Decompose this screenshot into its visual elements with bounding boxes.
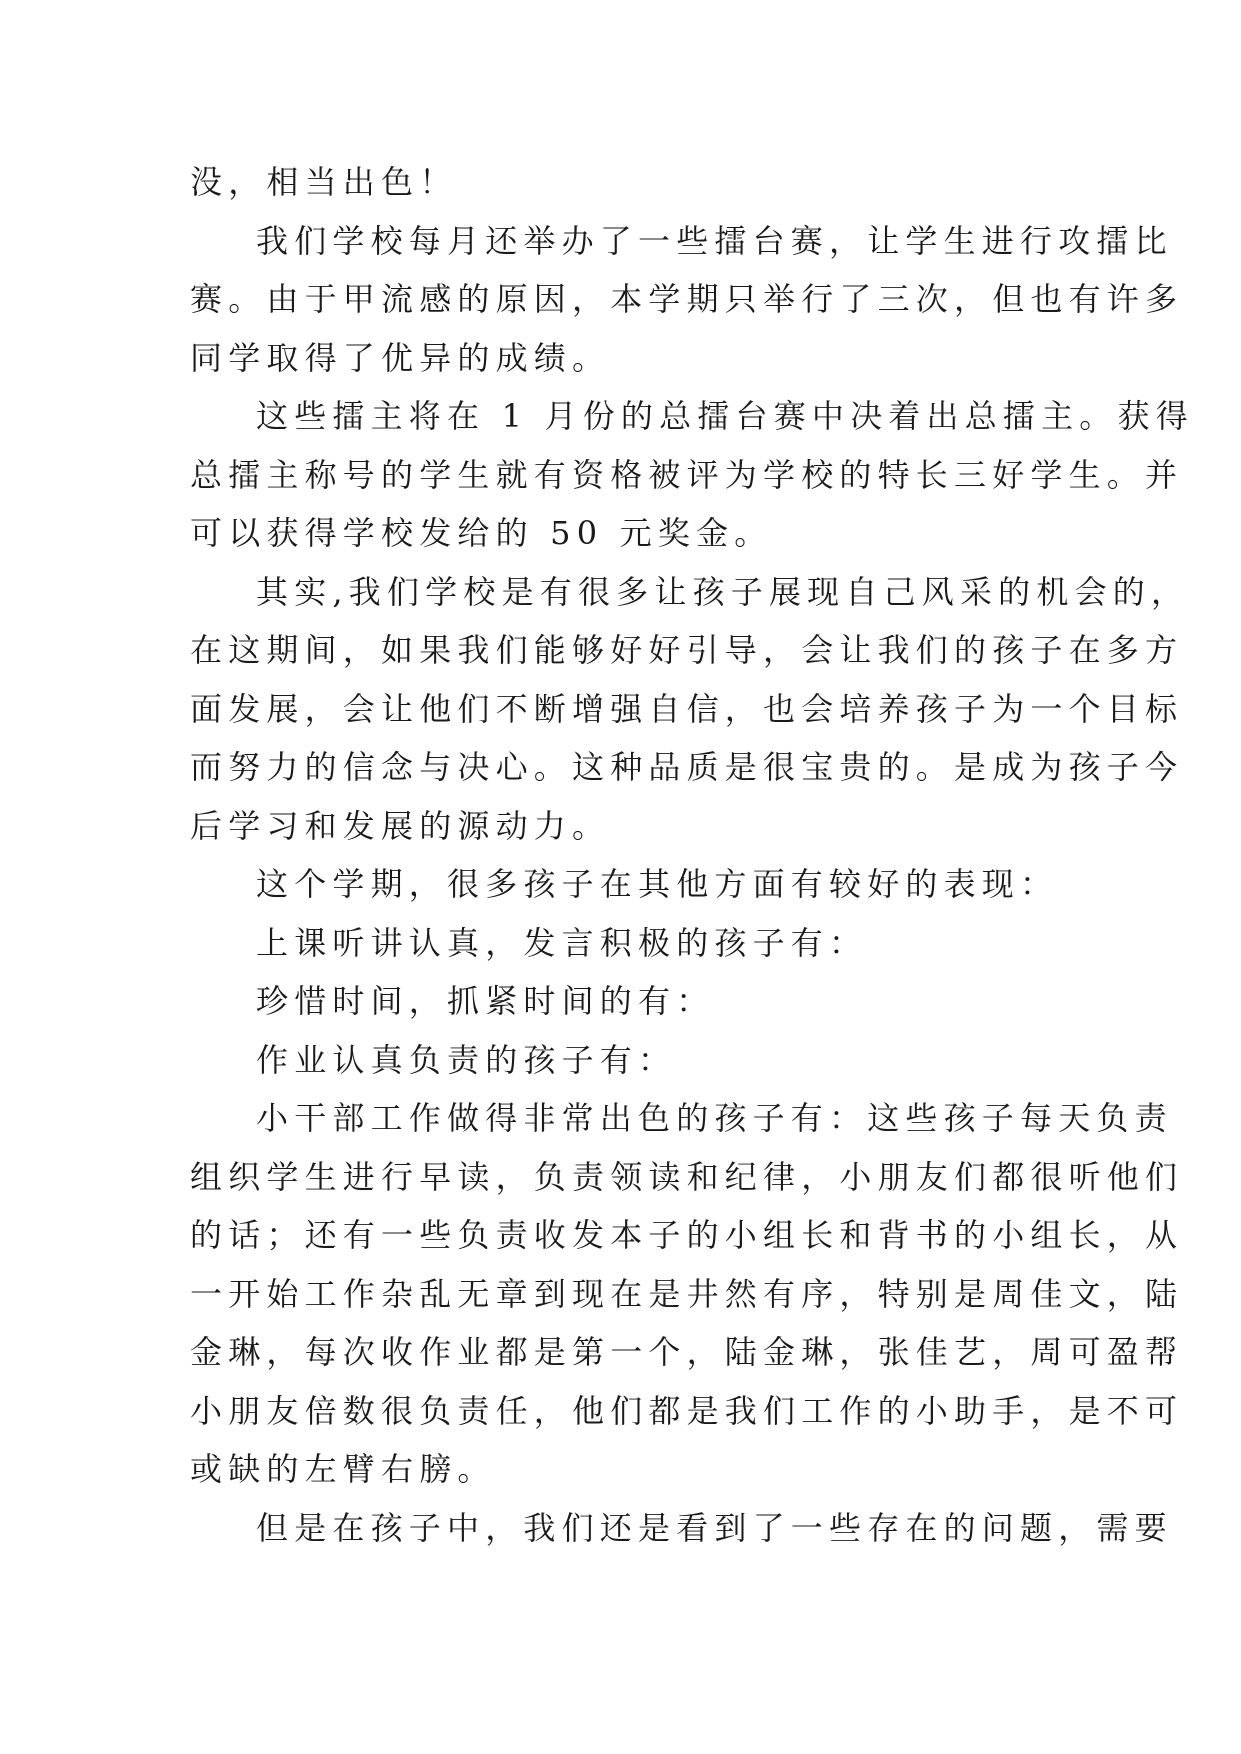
text-line: 作业认真负责的孩子有： <box>256 1040 677 1079</box>
text-line: 没，相当出色！ <box>190 163 458 201</box>
paragraph <box>190 387 1194 563</box>
paragraph <box>190 972 1050 1031</box>
text-line: 组织学生进行早读，负责领读和纪律，小朋友们都很听他们 <box>190 1157 1184 1196</box>
text-line: 珍惜时间，抓紧时间的有： <box>256 982 715 1020</box>
text-line: 总擂主称号的学生就有资格被评为学校的特长三好学生。并 <box>190 455 1184 494</box>
text-line: 小干部工作做得非常出色的孩子有：这些孩子每天负责 <box>256 1099 1173 1137</box>
text-line: 可以获得学校发给的 50 元奖金。 <box>190 514 773 552</box>
paragraph <box>190 212 1184 388</box>
text-line: 赛。由于甲流感的原因，本学期只举行了三次，但也有许多 <box>190 280 1184 318</box>
paragraph <box>190 563 1190 856</box>
text-line: 或缺的左臂右膀。 <box>190 1450 496 1488</box>
paragraph <box>190 1499 1173 1558</box>
text-line: 金琳，每次收作业都是第一个，陆金琳，张佳艺，周可盈帮 <box>190 1333 1184 1371</box>
paragraph <box>190 914 1050 973</box>
paragraph <box>190 1031 1050 1090</box>
paragraph <box>190 855 1059 914</box>
text-line: 上课听讲认真，发言积极的孩子有： <box>256 923 868 962</box>
text-line: 同学取得了优异的成绩。 <box>190 338 611 377</box>
text-line: 小朋友倍数很负责任，他们都是我们工作的小助手，是不可 <box>190 1391 1184 1430</box>
text-line: 而努力的信念与决心。这种品质是很宝贵的。是成为孩子今 <box>190 748 1184 786</box>
text-line: 后学习和发展的源动力。 <box>190 806 611 845</box>
text-line: 这些擂主将在 1 月份的总擂台赛中决着出总擂主。获得 <box>256 397 1194 435</box>
text-line: 一开始工作杂乱无章到现在是井然有序，特别是周佳文，陆 <box>190 1274 1184 1313</box>
text-line: 面发展，会让他们不断增强自信，也会培养孩子为一个目标 <box>190 689 1184 728</box>
text-line: 其实,我们学校是有很多让孩子展现自己风采的机会的， <box>256 572 1190 611</box>
text-line: 但是在孩子中，我们还是看到了一些存在的问题，需要 <box>256 1508 1173 1547</box>
text-line: 的话；还有一些负责收发本子的小组长和背书的小组长，从 <box>190 1216 1184 1254</box>
text-line: 这个学期，很多孩子在其他方面有较好的表现： <box>256 865 1059 903</box>
paragraph <box>190 1089 1184 1499</box>
text-line: 我们学校每月还举办了一些擂台赛，让学生进行攻擂比 <box>256 221 1173 260</box>
paragraph <box>190 153 1050 212</box>
text-line: 在这期间，如果我们能够好好引导，会让我们的孩子在多方 <box>190 631 1184 669</box>
document-body <box>190 153 1194 1557</box>
